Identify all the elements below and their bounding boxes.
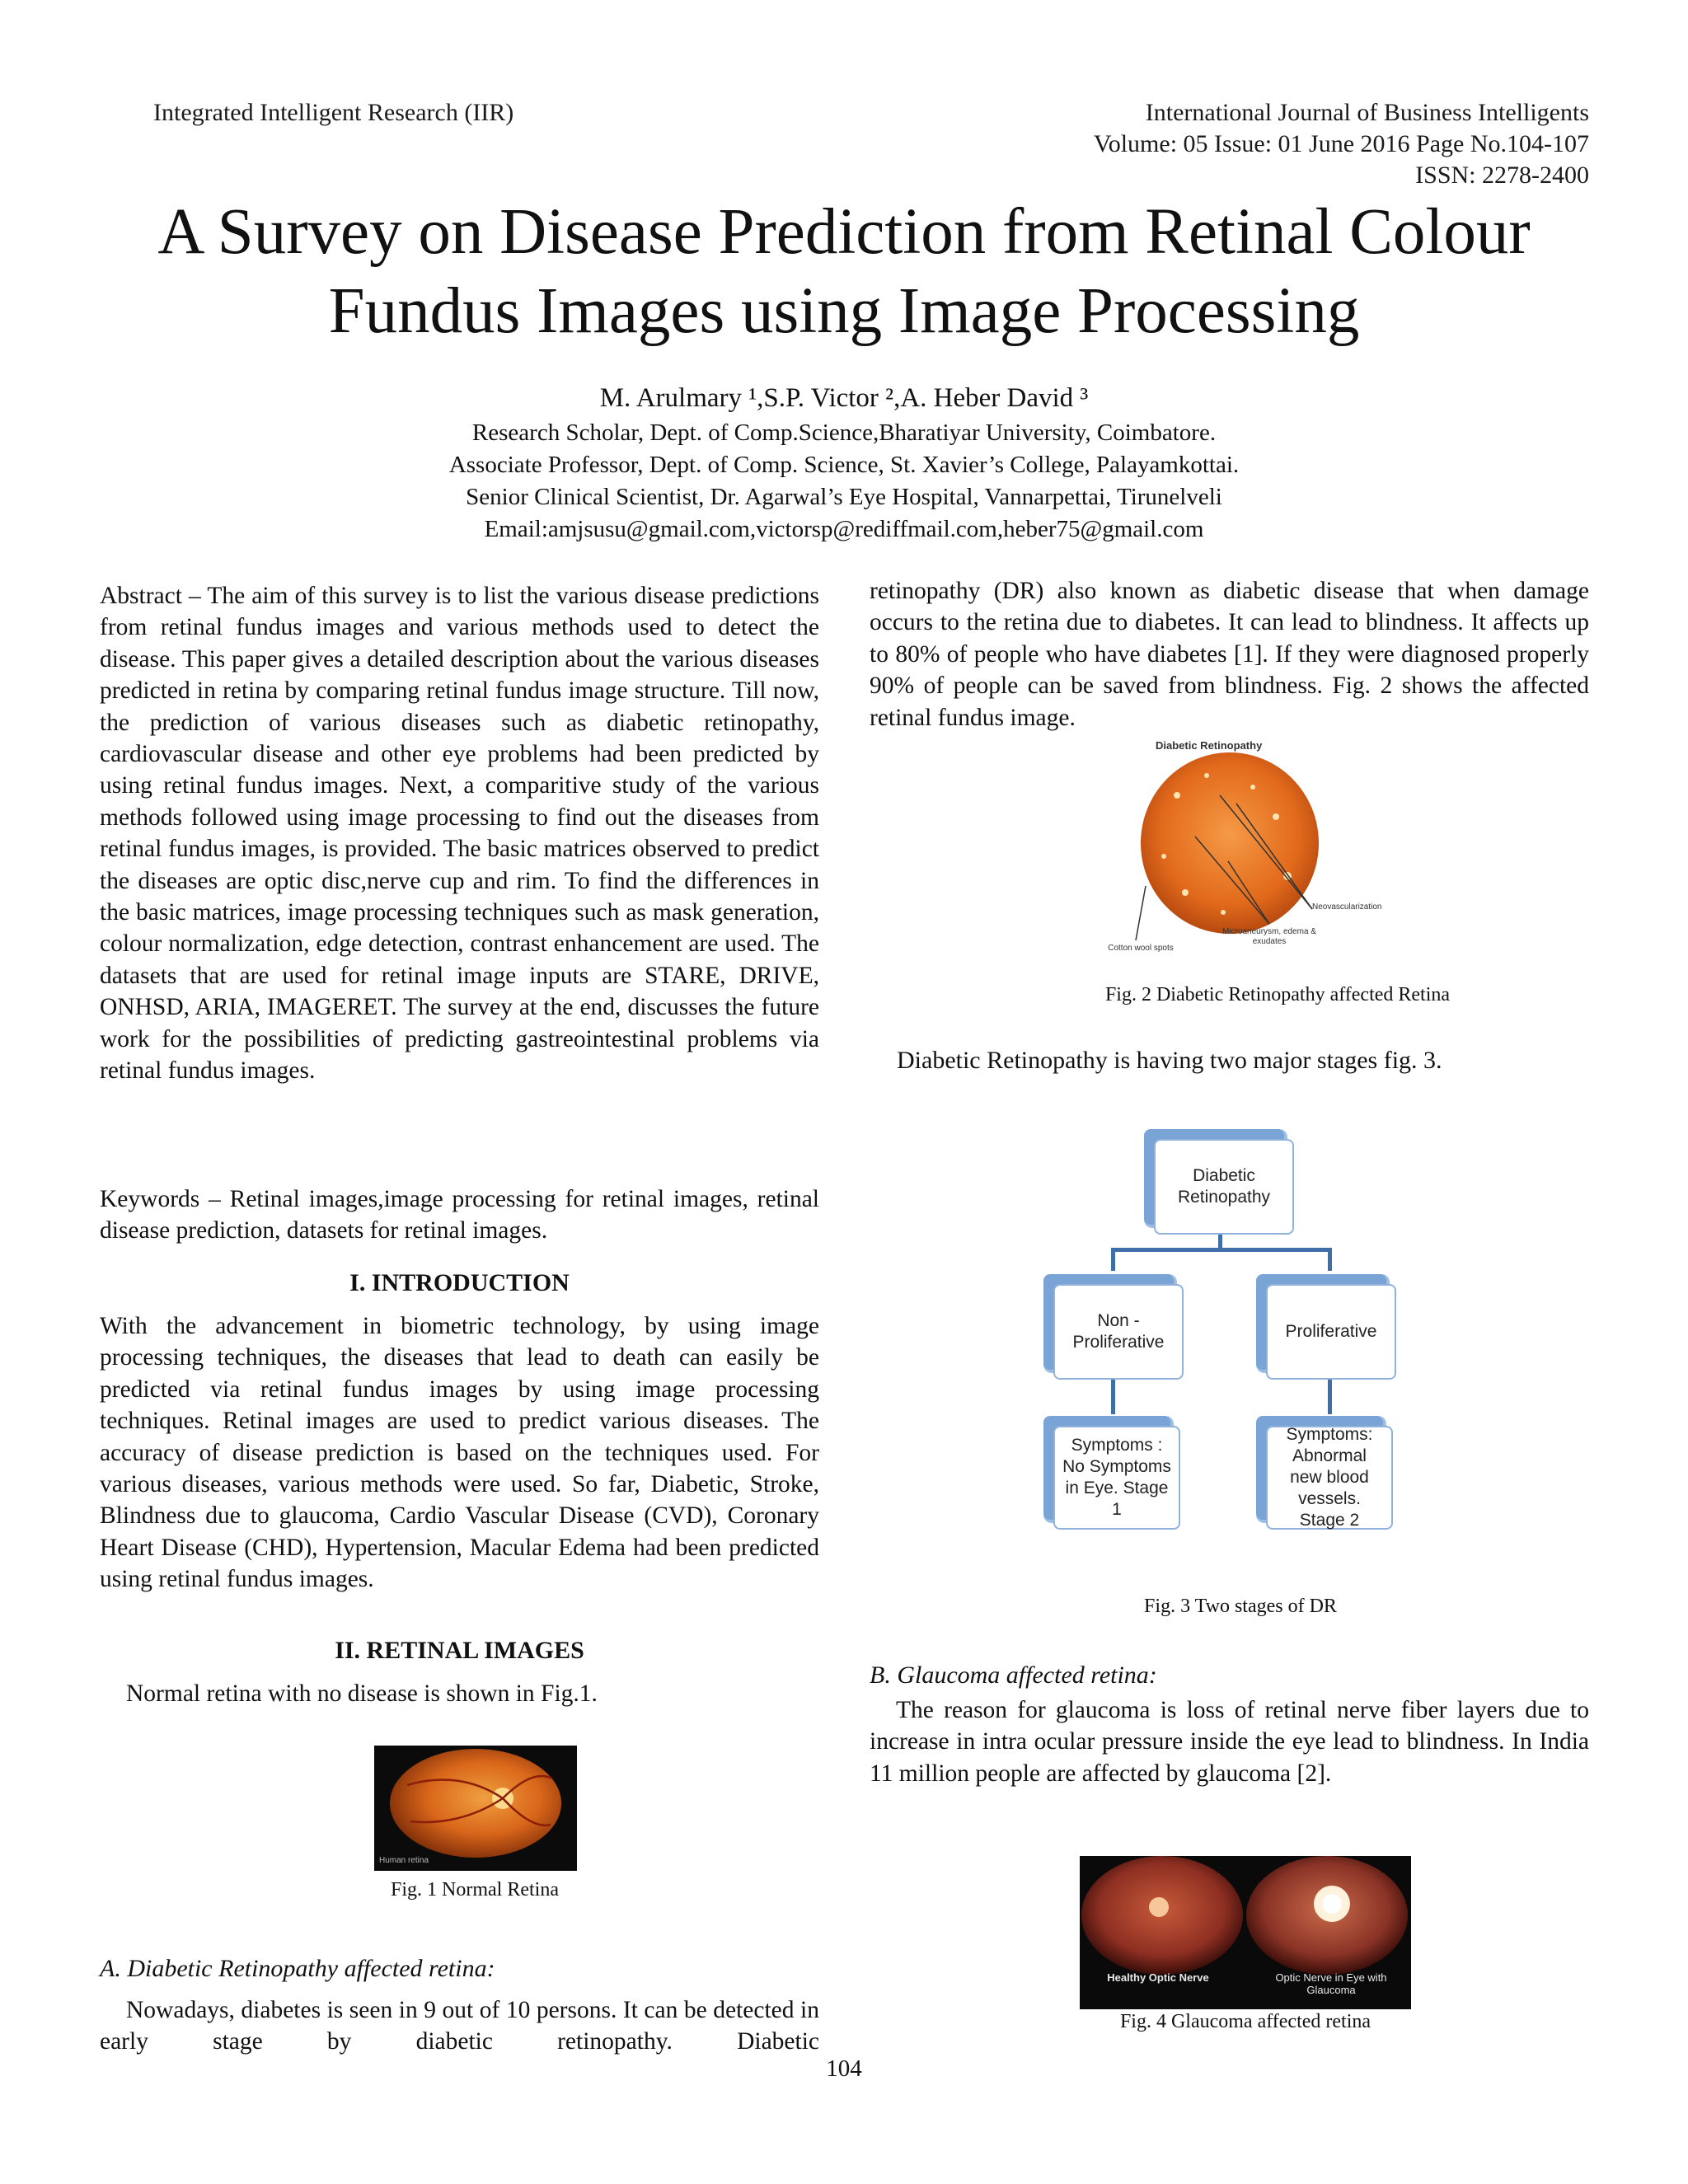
keywords: Keywords – Retinal images,image processing for retinal images, retinal disease prediction, datasets for retinal images. bbox=[100, 1186, 819, 1244]
affiliation-2: Associate Professor, Dept. of Comp. Science, St. Xavier’s College, Palayamkottai. bbox=[448, 452, 1240, 478]
flowchart-node-root: Diabetic Retinopathy bbox=[1154, 1139, 1294, 1235]
paper-title-line2: Fundus Images using Image Processing bbox=[328, 275, 1360, 347]
flowchart-node-stage1: Symptoms : No Symptoms in Eye. Stage 1 bbox=[1053, 1426, 1180, 1530]
affiliation-1: Research Scholar, Dept. of Comp.Science,Bharatiyar University, Coimbatore. bbox=[471, 419, 1217, 446]
retinal-images-text: Normal retina with no disease is shown in Fig.1. bbox=[126, 1680, 598, 1707]
figure-2-caption: Fig. 2 Diabetic Retinopathy affected Retina bbox=[1104, 984, 1451, 1005]
dr-stages-text: Diabetic Retinopathy is having two major stages fig. 3. bbox=[897, 1047, 1442, 1074]
label-glaucoma-optic-nerve: Optic Nerve in Eye with Glaucoma bbox=[1275, 1971, 1387, 1996]
label-neovascularization: Neovascularization bbox=[1312, 902, 1382, 912]
label-microaneurysm: Microaneurysm, edema & exudates bbox=[1222, 927, 1316, 946]
author-emails: Email:amjsusu@gmail.com,victorsp@rediffmail.com,heber75@gmail.com bbox=[484, 516, 1204, 542]
figure-2-title: Diabetic Retinopathy bbox=[1156, 739, 1263, 752]
flowchart-node-proliferative: Proliferative bbox=[1266, 1284, 1396, 1380]
flowchart-node-non-proliferative: Non - Proliferative bbox=[1053, 1284, 1184, 1380]
affiliation-3: Senior Clinical Scientist, Dr. Agarwal’s Eye Hospital, Vannarpettai, Tirunelveli bbox=[466, 484, 1222, 510]
label-cotton-wool: Cotton wool spots bbox=[1108, 944, 1174, 953]
figure-diabetic-retinopathy bbox=[1096, 738, 1401, 981]
figure-label: Human retina bbox=[379, 1856, 429, 1865]
glaucoma-text: The reason for glaucoma is loss of retinal nerve fiber layers due to increase in intra ocular pressure inside the eye lead to blindness. In India 11 million people are affected by glaucoma [2]. bbox=[870, 1697, 1589, 1787]
diabetic-retinopathy-text: Nowadays, diabetes is seen in 9 out of 10 persons. It can be detected in early stage by diabetic retinopathy. Diabetic bbox=[100, 1997, 819, 2055]
flowchart-node-stage2: Symptoms: Abnormal new blood vessels. Stage 2 bbox=[1266, 1426, 1393, 1530]
journal-volume: Volume: 05 Issue: 01 June 2016 Page No.104-107 bbox=[1093, 130, 1589, 157]
section-heading-introduction: I. INTRODUCTION bbox=[349, 1269, 570, 1296]
page-number: 104 bbox=[826, 2055, 862, 2082]
figure-normal-retina bbox=[374, 1746, 577, 1871]
author-names: M. Arulmary ¹,S.P. Victor ²,A. Heber David ³ bbox=[599, 383, 1089, 413]
journal-name: International Journal of Business Intelligents bbox=[1145, 99, 1589, 126]
introduction-text: With the advancement in biometric technology, by using image processing techniques, the diseases that lead to death can easily be predicted via retinal fundus images by using image processing techniques. Retinal images are used to predict various diseases. The accuracy of disease prediction is based on the techniques used. For various diseases, various methods were used. So far, Diabetic, Stroke, Blindness due to glaucoma, Cardio Vascular Disease (CVD), Coronary Heart Disease (CHD), Hypertension, Macular Edema had been predicted using retinal fundus images. bbox=[100, 1313, 819, 1593]
abstract: Abstract – The aim of this survey is to list the various disease predictions from retinal fundus images and various methods used to detect the disease. This paper gives a detailed description about the various diseases predicted in retina by comparing retinal fundus image structure. Till now, the prediction of various diseases such as diabetic retinopathy, cardiovascular disease and other eye problems had been predicted by using retinal fundus images. Next, a comparitive study of the various methods followed using image processing to find out the diseases from retinal fundus images, is provided. The basic matrices observed to predict the diseases are optic disc,nerve cup and rim. To find the differences in the basic matrices, image processing techniques such as mask generation, colour normalization, edge detection, contrast enhancement are used. The datasets that are used for retinal image inputs are STARE, DRIVE, ONHSD, ARIA, IMAGERET. The survey at the end, discusses the future work for the possibilities of predicting gastreointestinal problems via retinal fundus images. bbox=[100, 583, 819, 1085]
figure-4-caption: Fig. 4 Glaucoma affected retina bbox=[1119, 2011, 1372, 2032]
figure-glaucoma-retina bbox=[1080, 1856, 1411, 2009]
normal-retina-image bbox=[374, 1746, 577, 1871]
paper-title-line1: A Survey on Disease Prediction from Retinal Colour bbox=[157, 196, 1531, 268]
journal-series: Integrated Intelligent Research (IIR) bbox=[153, 99, 514, 126]
figure-dr-stages-flowchart bbox=[1022, 1121, 1451, 1582]
subsection-heading-glaucoma: B. Glaucoma affected retina: bbox=[870, 1661, 1157, 1689]
journal-issn: ISSN: 2278-2400 bbox=[1415, 162, 1589, 189]
section-heading-retinal-images: II. RETINAL IMAGES bbox=[335, 1637, 584, 1664]
figure-1-caption: Fig. 1 Normal Retina bbox=[391, 1879, 559, 1900]
diabetic-retinopathy-continued: retinopathy (DR) also known as diabetic disease that when damage occurs to the retina due to diabetes. It can lead to blindness. It affects up to 80% of people who have diabetes [1]. If they were diagnosed properly 90% of people can be saved from blindness. Fig. 2 shows the affected retinal fundus image. bbox=[870, 578, 1589, 731]
subsection-heading-diabetic-retinopathy: A. Diabetic Retinopathy affected retina: bbox=[100, 1955, 495, 1982]
label-healthy-optic-nerve: Healthy Optic Nerve bbox=[1107, 1971, 1209, 1984]
figure-3-caption: Fig. 3 Two stages of DR bbox=[1144, 1596, 1337, 1617]
